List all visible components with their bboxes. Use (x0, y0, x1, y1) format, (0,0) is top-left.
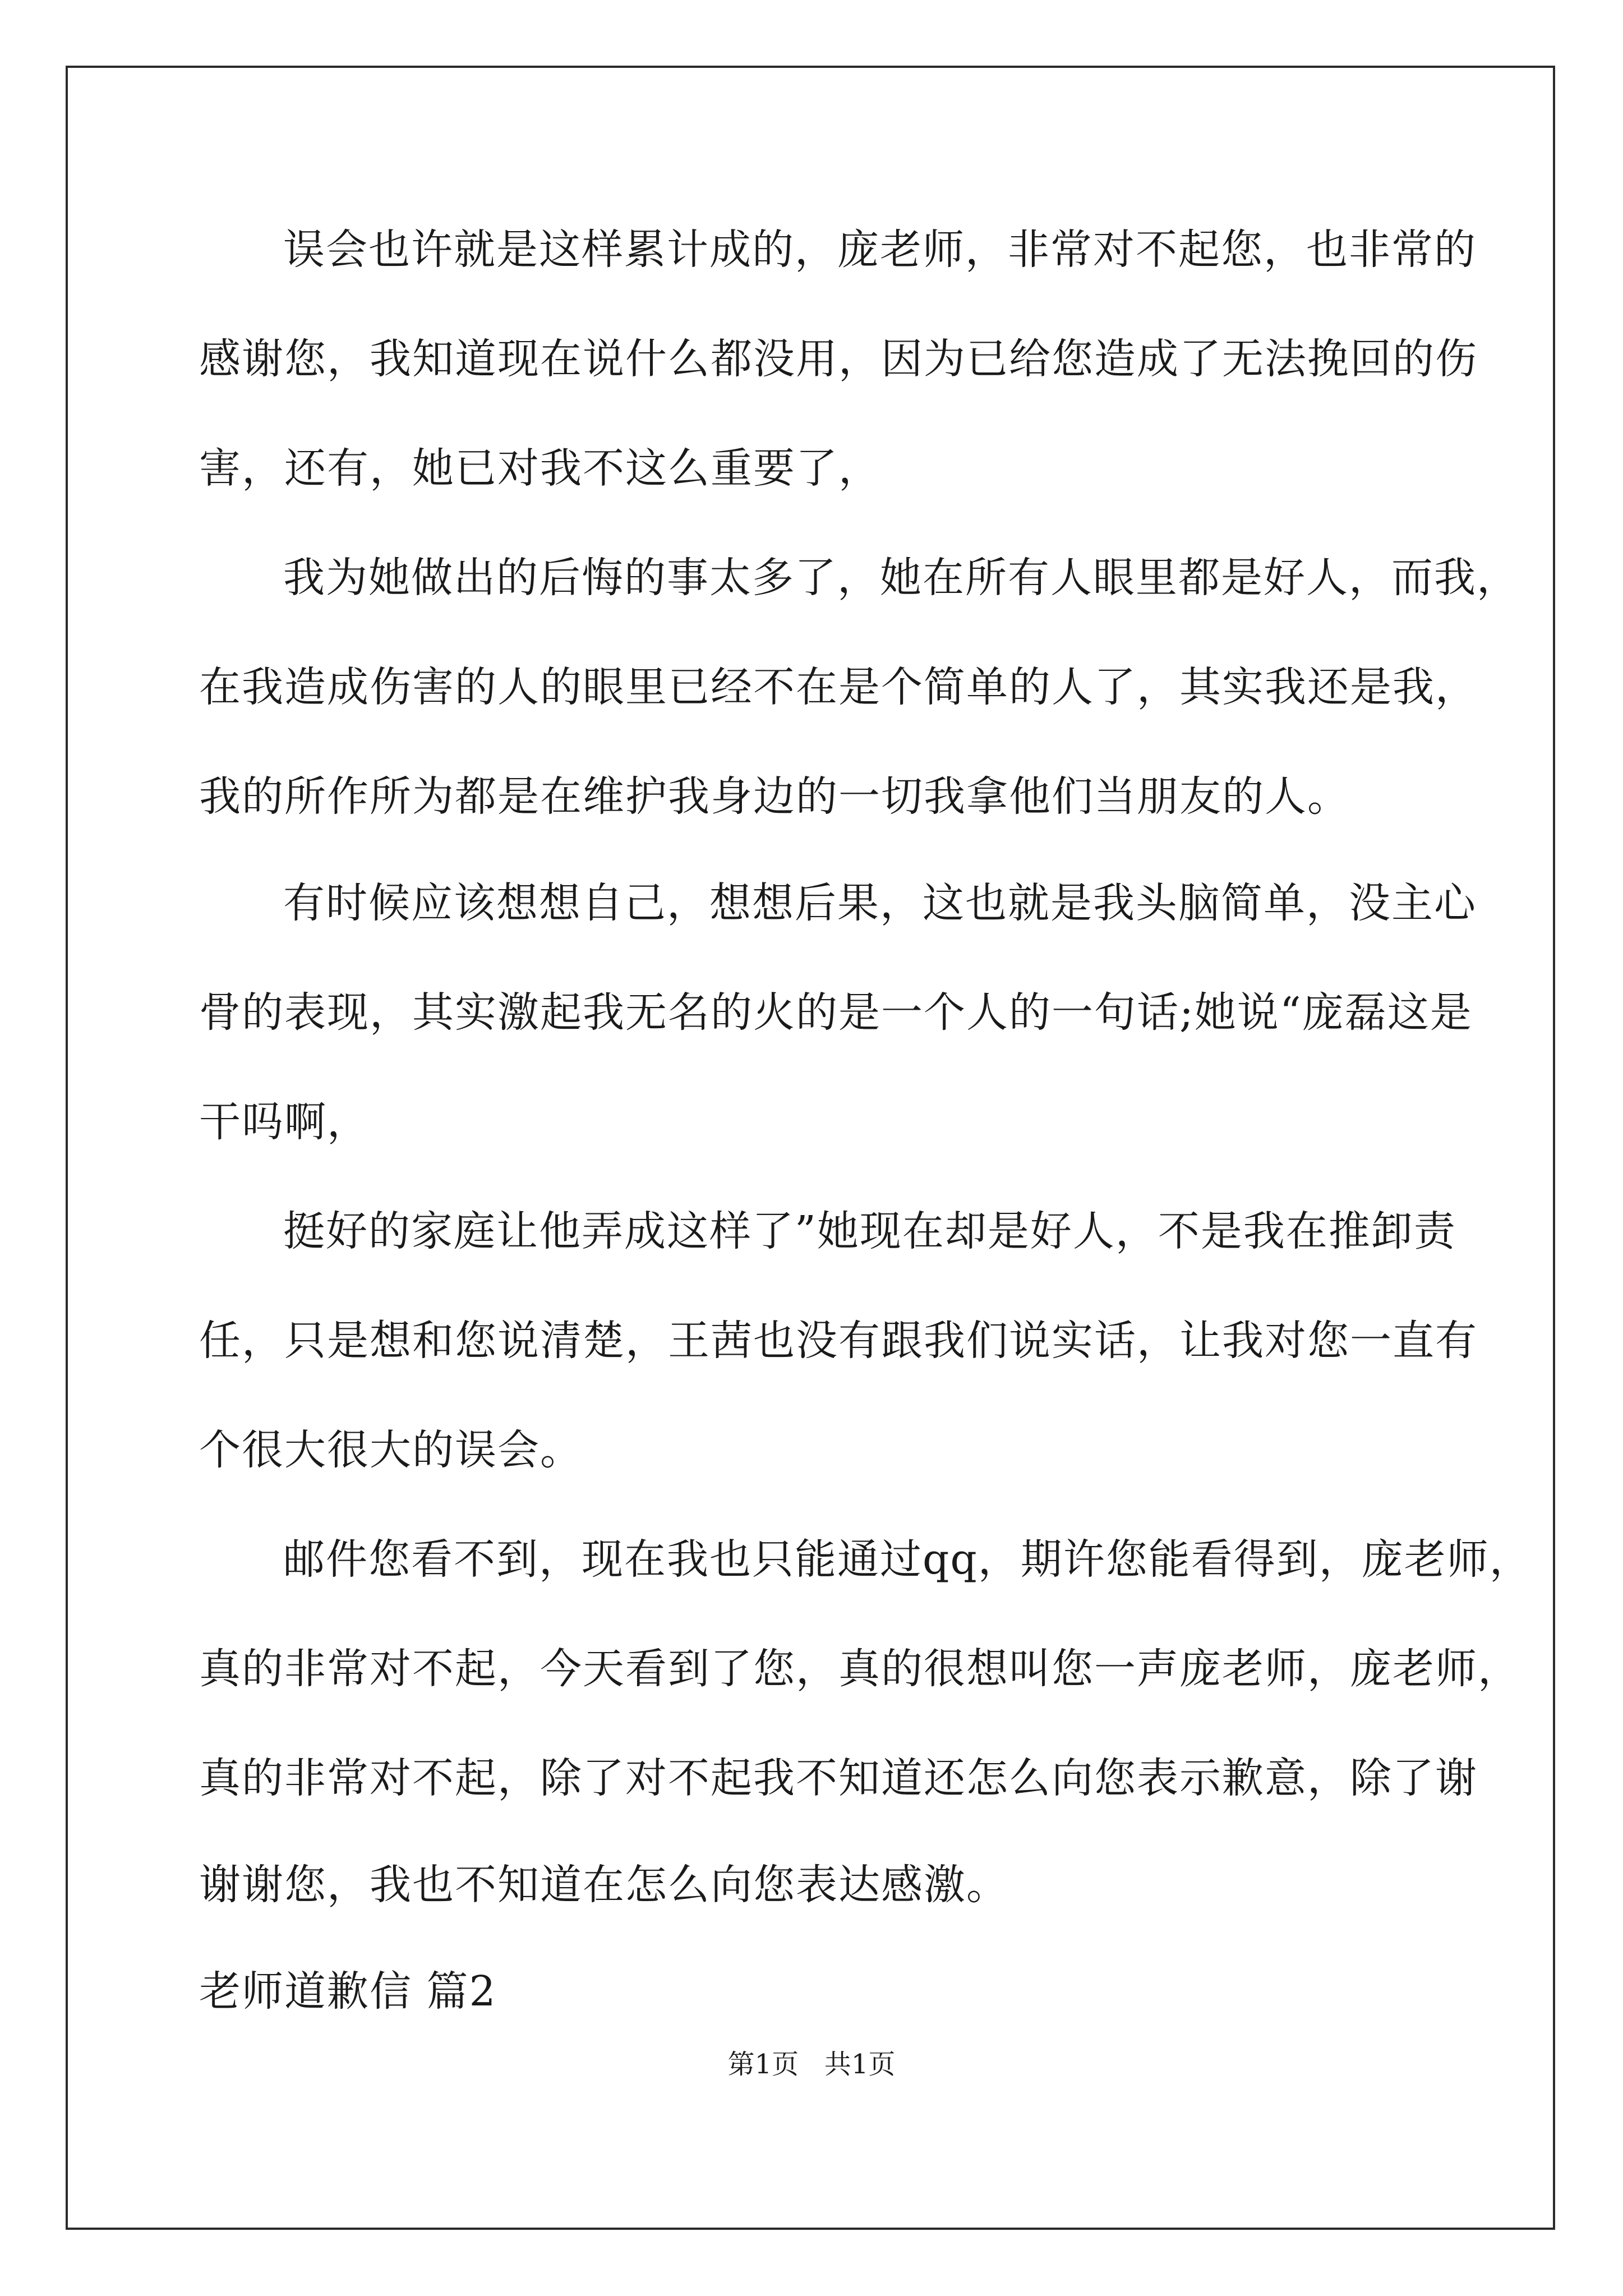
paragraph-2-line-3: 我的所作所为都是在维护我身边的一切我拿他们当朋友的人。 (199, 772, 1350, 821)
paragraph-4-line-3: 个很大很大的误会。 (199, 1426, 583, 1474)
paragraph-4-line-2: 任，只是想和您说清楚，王茜也没有跟我们说实话，让我对您一直有 (199, 1317, 1478, 1365)
paragraph-1-line-3: 害，还有，她已对我不这么重要了， (199, 444, 881, 493)
paragraph-5-line-1: 邮件您看不到，现在我也只能通过qq，期许您能看得到，庞老师， (283, 1535, 1532, 1584)
paragraph-3-line-1: 有时候应该想想自己，想想后果，这也就是我头脑简单，没主心 (283, 879, 1477, 927)
paragraph-2-line-2: 在我造成伤害的人的眼里已经不在是个简单的人了，其实我还是我， (199, 663, 1478, 711)
paragraph-5-line-3: 真的非常对不起，除了对不起我不知道还怎么向您表示歉意，除了谢 (199, 1754, 1478, 1802)
paragraph-4-line-1: 挺好的家庭让他弄成这样了”她现在却是好人，不是我在推卸责 (283, 1207, 1456, 1255)
paragraph-2-line-1: 我为她做出的后悔的事太多了，她在所有人眼里都是好人，而我， (283, 554, 1519, 602)
paragraph-5-line-4: 谢谢您，我也不知道在怎么向您表达感激。 (199, 1861, 1009, 1909)
section-heading: 老师道歉信 篇2 (199, 1967, 497, 2016)
page-footer: 第1页 共1页 (727, 2049, 896, 2080)
paragraph-5-line-2: 真的非常对不起，今天看到了您，真的很想叫您一声庞老师，庞老师， (199, 1645, 1520, 1693)
paragraph-3-line-2: 骨的表现，其实激起我无名的火的是一个人的一句话;她说“庞磊这是 (199, 988, 1473, 1037)
paragraph-1-line-2: 感谢您，我知道现在说什么都没用，因为已给您造成了无法挽回的伤 (199, 335, 1478, 383)
paragraph-3-line-3: 干吗啊， (199, 1098, 370, 1146)
paragraph-1-line-1: 误会也许就是这样累计成的，庞老师，非常对不起您，也非常的 (283, 226, 1477, 274)
